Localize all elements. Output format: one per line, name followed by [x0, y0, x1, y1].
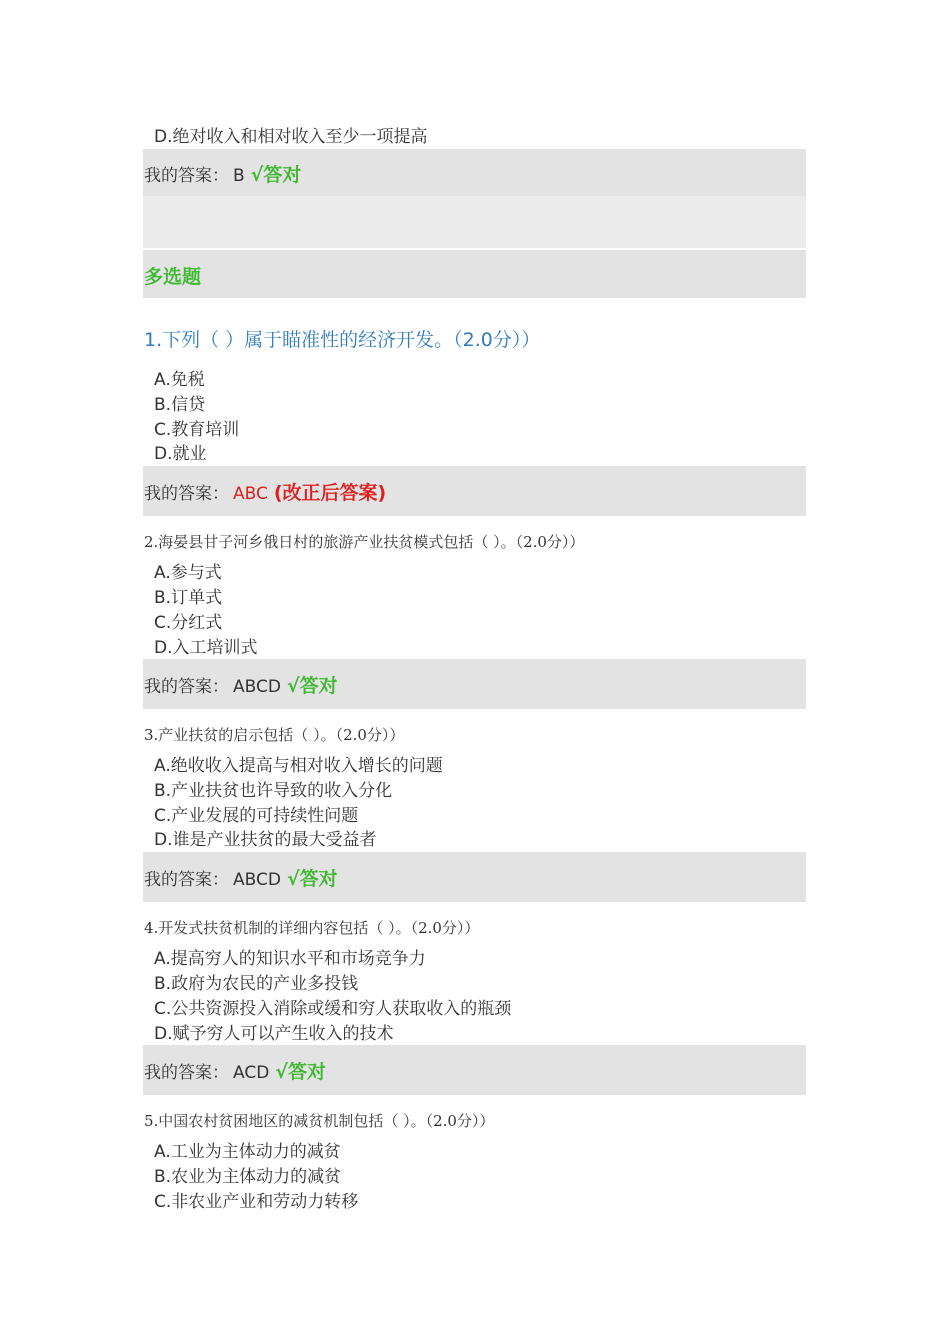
answer-value: ABCD [233, 870, 281, 890]
question-title: 3.产业扶贫的启示包括（ ）。（2.0分）） [144, 726, 405, 744]
my-answer [144, 163, 301, 188]
correct-mark: √答对 [250, 164, 302, 186]
option-c[interactable]: C.产业发展的可持续性问题 [154, 806, 359, 826]
my-answer [144, 1060, 326, 1085]
question-title: 1.下列（ ）属于瞄准性的经济开发。（2.0分）） [144, 329, 541, 351]
option-c[interactable]: C.公共资源投入消除或缓和穷人获取收入的瓶颈 [154, 999, 512, 1019]
corrected-answer-note: (改正后答案) [273, 482, 387, 504]
option-b[interactable]: B.信贷 [154, 395, 206, 415]
answer-band-spacer [143, 196, 806, 248]
option-a[interactable]: A.提高穷人的知识水平和市场竞争力 [154, 949, 426, 969]
option-a[interactable]: A.绝收收入提高与相对收入增长的问题 [154, 756, 443, 776]
correct-mark: √答对 [286, 868, 338, 890]
question-title: 4.开发式扶贫机制的详细内容包括（ ）。（2.0分）） [144, 919, 480, 937]
option-a[interactable]: A.免税 [154, 370, 205, 390]
answer-label: 我的答案： [144, 166, 229, 186]
my-answer [144, 481, 386, 506]
option-d[interactable]: D.谁是产业扶贫的最大受益者 [154, 830, 377, 850]
option-c[interactable]: C.分红式 [154, 613, 223, 633]
section-band [143, 250, 806, 298]
option-d[interactable]: D.赋予穷人可以产生收入的技术 [154, 1024, 394, 1044]
question-title: 2.海晏县甘子河乡俄日村的旅游产业扶贫模式包括（ ）。（2.0分）） [144, 533, 585, 551]
answer-value: B [233, 166, 245, 186]
correct-mark: √答对 [275, 1061, 326, 1083]
option-text: D.绝对收入和相对收入至少一项提高 [154, 127, 428, 147]
my-answer [144, 674, 338, 699]
answer-value: ACD [233, 1063, 270, 1083]
answer-label: 我的答案： [144, 677, 229, 697]
answer-label: 我的答案： [144, 1063, 229, 1083]
answer-value: ABCD [233, 677, 281, 697]
option-b[interactable]: B.农业为主体动力的减贫 [154, 1167, 342, 1187]
option-d[interactable]: D.入工培训式 [154, 638, 258, 658]
answer-label: 我的答案： [144, 484, 229, 504]
option-a[interactable]: A.参与式 [154, 563, 222, 583]
option-b[interactable]: B.订单式 [154, 588, 223, 608]
option-c[interactable]: C.教育培训 [154, 420, 240, 440]
my-answer [144, 867, 338, 892]
section-title: 多选题 [144, 266, 202, 288]
option-b[interactable]: B.政府为农民的产业多投钱 [154, 974, 359, 994]
answer-label: 我的答案： [144, 870, 229, 890]
option-b[interactable]: B.产业扶贫也许导致的收入分化 [154, 781, 393, 801]
answer-value: ABC [233, 484, 268, 504]
option-d[interactable]: D.就业 [154, 444, 207, 464]
correct-mark: √答对 [286, 675, 338, 697]
option-c[interactable]: C.非农业产业和劳动力转移 [154, 1192, 359, 1212]
option-a[interactable]: A.工业为主体动力的减贫 [154, 1142, 341, 1162]
question-title: 5.中国农村贫困地区的减贫机制包括（ ）。（2.0分）） [144, 1112, 495, 1130]
